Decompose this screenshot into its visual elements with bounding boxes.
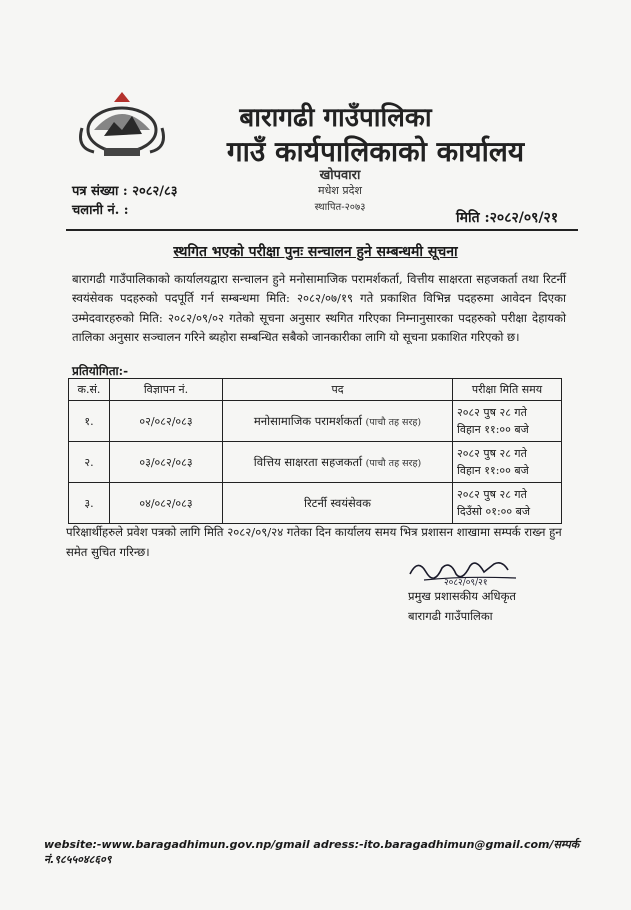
table-header-row	[69, 379, 562, 401]
admit-card-note: परिक्षार्थीहरुले प्रवेश पत्रको लागि मिति २०८२/०९/२४ गतेका दिन कार्यालय समय भित्र प्रशासन शाखामा सम्पर्क राख्न हुन समेत सुचित गरिन्छ।	[66, 525, 562, 559]
post-name: रिटर्नी स्वयंसेवक	[303, 495, 372, 510]
signatory-org: बारागढी गाउँपालिका	[408, 609, 493, 623]
section-label: प्रतियोगिता:-	[72, 364, 129, 378]
row-exam-date	[453, 442, 562, 483]
letter-date: मिति :२०८२/०९/२१	[456, 210, 559, 226]
org-name-line2: गाउँ कार्यपालिकाको कार्यालय	[226, 135, 525, 168]
row-exam-date	[453, 483, 562, 524]
post-level: (पाचौ तह सरह)	[365, 416, 422, 428]
row-advertisement: ०२/०८२/०८३	[110, 401, 223, 442]
signatory-block	[408, 586, 516, 626]
post-name: मनोसामाजिक परामर्शकर्ता	[253, 413, 362, 428]
table-row	[69, 483, 562, 524]
signature-date: २०८२/०९/२१	[444, 578, 488, 586]
exam-date: २०८२ पुष २८ गते	[457, 488, 527, 501]
row-post	[223, 401, 453, 442]
row-post	[223, 442, 453, 483]
header-advertisement: विज्ञापन नं.	[110, 379, 223, 401]
table-row	[69, 401, 562, 442]
reference-block	[72, 182, 178, 220]
stamp-line3: स्थापित-२०७३	[314, 202, 366, 213]
exam-time: दिउँसो ०१:०० बजे	[457, 505, 531, 518]
row-sn: २.	[69, 442, 110, 483]
reference-number: पत्र संख्या : २०८२/८३	[72, 184, 178, 199]
org-name-line1: बारागढी गाउँपालिका	[239, 103, 432, 133]
header-sn: क.सं.	[69, 379, 110, 401]
notice-title-text: स्थगित भएको परीक्षा पुनः सन्चालन हुने सम्बन्धमी सूचना	[173, 244, 458, 260]
row-advertisement: ०३/०८२/०८३	[110, 442, 223, 483]
notice-body: बारागढी गाउँपालिकाको कार्यालयद्वारा सन्चालन हुने मनोसामाजिक परामर्शकर्ता, वित्तीय साक्षरता सहजकर्ता तथा रिटर्नी स्वयंसेवक पदहरुको पदपूर्ति गर्न सम्बन्धमा मिति: २०८२/०७/१९ गते प्रकाशित विभिन्न पदहरुमा आवेदन दिएका उम्मेदवारहरुको मिति: २०८२/०९/०२ गतेको सूचना अनुसार स्थगित गरिएका निम्नानुसारका पदहरुको परीक्षा देहायको तालिका अनुसार सञ्चालन गरिने ब्यहोरा सम्बन्धित सबैको जानकारीका लागि यो सूचना प्रकाशित गरिएको छ।	[72, 272, 566, 345]
header-post: पद	[223, 379, 453, 401]
row-advertisement: ०४/०८२/०८३	[110, 483, 223, 524]
post-name: वित्तिय साक्षरता सहजकर्ता	[253, 454, 363, 469]
signatory-title: प्रमुख प्रशासकीय अधिकृत	[408, 589, 516, 603]
notice-title	[0, 242, 631, 261]
header-exam-date: परीक्षा मिति समय	[453, 379, 562, 401]
row-sn: १.	[69, 401, 110, 442]
exam-date: २०८२ पुष २८ गते	[457, 406, 527, 419]
dispatch-number: चलानी नं. :	[72, 203, 129, 218]
contact-footer: website:-www.baragadhimun.gov.np/gmail adress:-ito.baragadhimun@gmail.com/सम्पर्क नं.९८५५०४८६०९	[44, 838, 580, 866]
handwritten-signature	[404, 554, 524, 586]
table-row	[69, 442, 562, 483]
row-post	[223, 483, 453, 524]
office-stamp	[298, 168, 382, 226]
exam-date: २०८२ पुष २८ गते	[457, 447, 527, 460]
header-divider	[66, 229, 578, 231]
row-sn: ३.	[69, 483, 110, 524]
stamp-line1: खोपवारा	[319, 168, 361, 183]
exam-schedule-table	[68, 378, 562, 524]
post-level: (पाचौ तह सरह)	[365, 457, 422, 469]
row-exam-date	[453, 401, 562, 442]
exam-time: विहान ११:०० बजे	[457, 423, 529, 436]
exam-time: विहान ११:०० बजे	[457, 464, 529, 477]
stamp-line2: मधेश प्रदेश	[318, 184, 362, 197]
